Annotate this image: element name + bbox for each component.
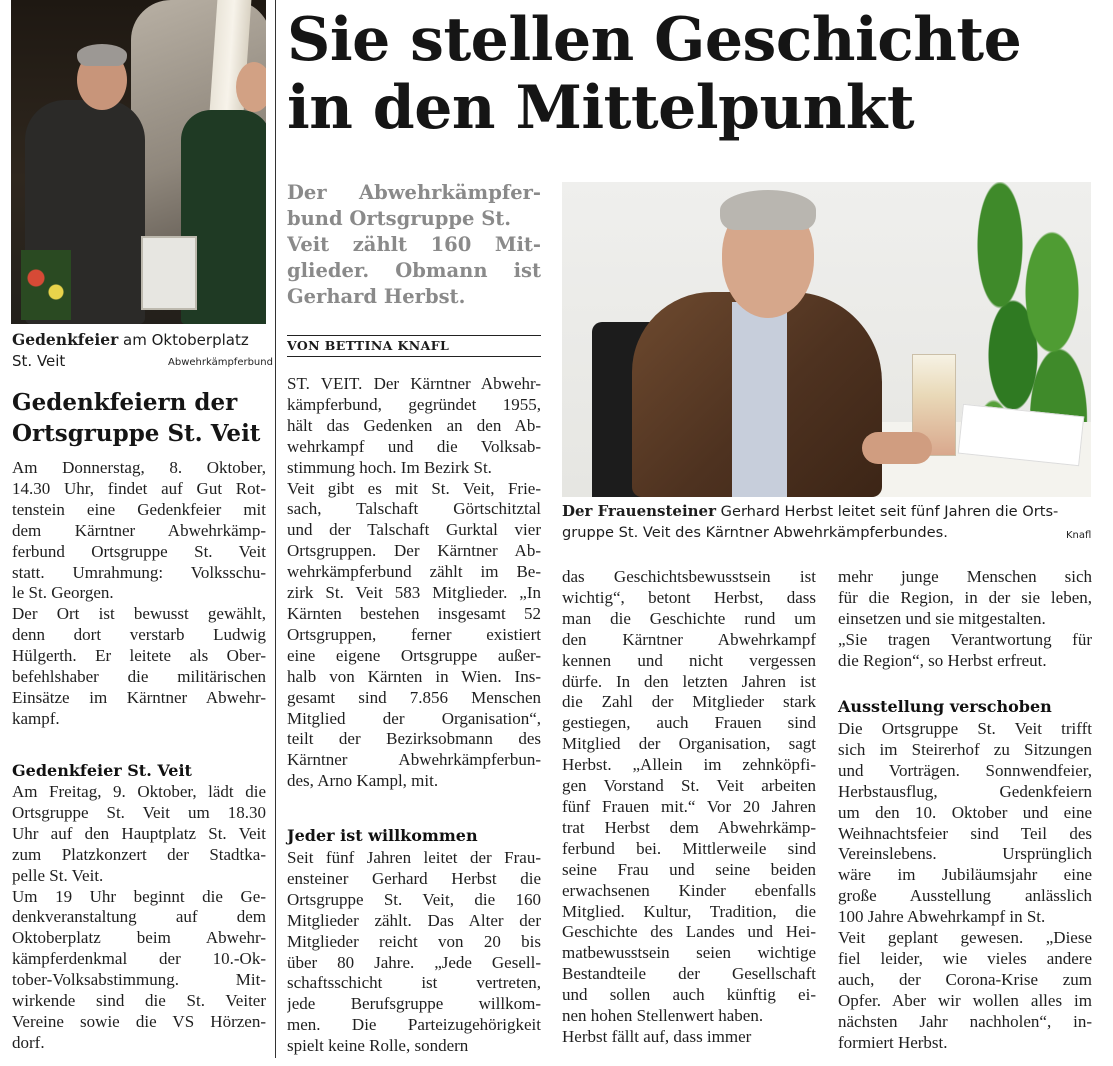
text-line: dem Kärntner Abwehrkämp- [12,520,266,540]
text-line: große Ausstellung anlässlich [838,886,1092,906]
column1-body-a [287,374,541,792]
text-line: schaftsschicht ist vertreten, [287,973,541,993]
text-line: bund Ortsgruppe St. [287,207,512,230]
text-line: denn dort verstarb Ludwig [12,625,266,645]
text-line: gen Vorstand St. Veit arbeiten [562,776,816,796]
text-line: Mitglieder zählt. Das Alter der [287,910,541,930]
text-line: fiel leider, wie vieles andere [838,948,1092,968]
text-line: wehrkämpferbund zählt im Be- [287,562,541,582]
headline-line1: Sie stellen Geschichte [287,5,1022,75]
text-line: halb von Kärnten in Wien. Ins- [287,666,541,686]
photo-flowers [21,250,71,320]
side-article-body-b [12,782,266,1054]
text-line: erwachsenen Kinder ebenfalls [562,880,816,900]
text-line: Bestandteile der Gesellschaft [562,964,816,984]
text-line: eine eigene Ortsgruppe außer- [287,645,541,665]
text-line: Oktoberplatz beim Abwehr- [12,928,266,948]
text-line: wichtig“, betont Herbst, dass [562,587,816,607]
text-line: die Region“, so Herbst erfreut. [838,650,1047,670]
text-line: „Sie tragen Verantwortung für [838,629,1092,649]
text-line: Der Ort ist bewusst gewählt, [12,604,266,624]
text-line: Einsätze im Kärntner Abwehr- [12,687,266,707]
photo-right-caption [562,501,1092,543]
text-line: und Vorträgen. Sonnwendfeier, [838,760,1092,780]
text-line: kämpferbund, gegründet 1955, [287,394,541,414]
text-line: sich im Steirerhof zu Sitzungen [838,739,1092,759]
text-line: Veit zählt 160 Mit- [287,233,541,256]
column3-subhead: Ausstellung verschoben [838,697,1052,716]
text-line: Seit fünf Jahren leitet der Frau- [287,848,541,867]
lead-paragraph [287,180,541,310]
photo-man-left-hair [77,44,127,66]
side-article-subhead: Gedenkfeier St. Veit [12,761,192,780]
side-article-body-a [12,458,266,730]
text-line: le St. Georgen. [12,583,114,603]
text-line: Opfer. Aber wir wollen alles im [838,990,1092,1010]
text-line: Vereine sowie die VS Hörzen- [12,1011,266,1031]
text-line: mehr junge Menschen sich [838,567,1092,586]
text-line: Veit gibt es mit St. Veit, Frie- [287,478,541,498]
text-line: ensteiner Gerhard Herbst die [287,868,541,888]
photo-hair [720,190,816,230]
photo-right-caption-line2: gruppe St. Veit des Kärntner Abwehrkämpferbundes. [562,524,948,541]
photo-hand [862,432,932,464]
text-line: fünf Frauen mit.“ Vor 20 Jahren [562,796,816,816]
text-line: Mitglied der Organisation“, [287,708,541,728]
text-line: pelle St. Veit. [12,865,104,885]
text-line: wehrkampf und die Volksab- [287,436,541,456]
column-divider [275,0,276,1058]
text-line: Mitglied. Kultur, Tradition, die [562,901,816,921]
text-line: wirkende sind die St. Veiter [12,991,266,1011]
headline-line2: in den Mittelpunkt [287,73,915,143]
text-line: denkveranstaltung auf dem [12,907,266,927]
photo-right-caption-text: Gerhard Herbst leitet seit fünf Jahren die Orts- [716,503,1059,520]
text-line: Gerhard Herbst. [287,285,466,308]
text-line: zirk St. Veit 583 Mitglieder. „In [287,583,541,603]
photo-shirt [732,302,787,497]
photo-left-caption-text: am Oktoberplatz [118,331,249,349]
text-line: Ortsgruppen. Der Kärntner Ab- [287,541,541,561]
byline: VON BETTINA KNAFL [287,338,450,353]
text-line: Geschichte des Landes und Hei- [562,922,816,942]
text-line: tenstein eine Gedenkfeier mit [12,499,266,519]
text-line: men. Die Parteizugehörigkeit [287,1015,541,1035]
photo-right-caption-bold: Der Frauensteiner [562,502,717,520]
column3-body-b [838,719,1092,1054]
text-line: spielt keine Rolle, sondern [287,1036,469,1056]
photo-man-right-head [236,62,266,112]
text-line: Am Freitag, 9. Oktober, lädt die [12,782,266,801]
text-line: und sollen auch künftig ei- [562,985,816,1005]
text-line: kennen und nicht vergessen [562,650,816,670]
text-line: befehlshaber die militärischen [12,667,266,687]
text-line: kampf. [12,708,60,728]
text-line: auch, der Corona-Krise zum [838,969,1092,989]
text-line: Uhr auf den Hauptplatz St. Veit [12,823,266,843]
text-line: Der Abwehrkämpfer- [287,181,541,204]
text-line: Mitglieder reicht von 20 bis [287,931,541,951]
side-article-title [12,387,270,449]
text-line: über 80 Jahre. „Jede Gesell- [287,952,541,972]
text-line: Kärntner Abwehrkämpferbun- [287,750,541,770]
text-line: Ortsgruppe St. Veit, die 160 [287,889,541,909]
text-line: ferbund bei. Mittlerweile sind [562,838,816,858]
text-line: ST. VEIT. Der Kärntner Abwehr- [287,374,541,393]
text-line: die Zahl der Mitglieder stark [562,692,816,712]
text-line: nächsten Jahr nachholen“, in- [838,1011,1092,1031]
text-line: Mitglied der Organisation, sagt [562,734,816,754]
text-line: Am Donnerstag, 8. Oktober, [12,458,266,477]
text-line: matbewusstsein seien wichtige [562,943,816,963]
text-line: dürfe. In den letzten Jahren ist [562,671,816,691]
text-line: 100 Jahre Abwehrkampf in St. [838,907,1046,927]
text-line: hält das Gedenken an den Ab- [287,415,541,435]
column3-body-a [838,567,1092,672]
headline [287,6,1107,142]
text-line: gesamt sind 7.856 Menschen [287,687,541,707]
byline-rule-bottom [287,356,541,357]
text-line: Herbst. „Allein im zehnköpfi- [562,755,816,775]
photo-gedenkfeier [11,0,266,324]
text-line: Veit geplant gewesen. „Diese [838,928,1092,948]
text-line: gestiegen, auch Frauen sind [562,713,816,733]
text-line: statt. Umrahmung: Volksschu- [12,562,266,582]
side-title-line2: Ortsgruppe St. Veit [12,420,261,447]
text-line: zum Platzkonzert der Stadtka- [12,844,266,864]
text-line: seine Frau und seine beiden [562,859,816,879]
text-line: um den 10. Oktober und eine [838,802,1092,822]
text-line: jede Berufsgruppe willkom- [287,994,541,1014]
text-line: für die Region, in der sie leben, [838,587,1092,607]
text-line: das Geschichtsbewusstsein ist [562,567,816,586]
text-line: trat Herbst dem Abwehrkämp- [562,817,816,837]
text-line: Kärnten bestehen insgesamt 52 [287,603,541,623]
byline-rule-top [287,335,541,336]
text-line: 14.30 Uhr, findet auf Gut Rot- [12,478,266,498]
text-line: sach, Talschaft Görtschitztal [287,499,541,519]
text-line: Ortsgruppe St. Veit um 18.30 [12,802,266,822]
text-line: Herbst fällt auf, dass immer [562,1026,752,1046]
text-line: glieder. Obmann ist [287,259,541,282]
photo-left-caption-bold: Gedenkfeier [12,330,119,349]
text-line: stimmung hoch. Im Bezirk St. [287,457,492,477]
text-line: kämpferdenkmal der 10.-Ok- [12,949,266,969]
text-line: des, Arno Kampl, mit. [287,771,439,791]
text-line: formiert Herbst. [838,1032,948,1052]
text-line: Herbstausflug, Gedenkfeiern [838,781,1092,801]
text-line: Ortsgruppen, ferner existiert [287,624,541,644]
text-line: tober-Volksabstimmung. Mit- [12,970,266,990]
photo-left-credit: Abwehrkämpferbund [168,357,273,368]
text-line: teilt der Bezirksobmann des [287,729,541,749]
photo-right-credit: Knafl [1066,530,1092,541]
text-line: wäre im Jubiläumsjahr eine [838,865,1092,885]
column2-body [562,567,816,1048]
text-line: Weihnachtsfeier sind Teil des [838,823,1092,843]
text-line: nen hohen Stellenwert haben. [562,1006,764,1026]
text-line: Vereinslebens. Ursprünglich [838,844,1092,864]
column1-body-b [287,848,541,1057]
text-line: Um 19 Uhr beginnt die Ge- [12,886,266,906]
photo-left-caption-line2: St. Veit [12,352,66,370]
text-line: und der Talschaft Gurktal vier [287,520,541,540]
text-line: einsetzen und sie mitgestalten. [838,608,1046,628]
text-line: dorf. [12,1032,45,1052]
text-line: den Kärntner Abwehrkampf [562,629,816,649]
side-title-line1: Gedenkfeiern der [12,389,238,416]
photo-gerhard-herbst [562,182,1091,497]
text-line: man die Geschichte rund um [562,608,816,628]
text-line: ferbund Ortsgruppe St. Veit [12,541,266,561]
column1-subhead: Jeder ist willkommen [287,826,478,845]
photo-plaque [141,236,197,310]
text-line: Hülgerth. Er leitete als Ober- [12,646,266,666]
text-line: Die Ortsgruppe St. Veit trifft [838,719,1092,738]
